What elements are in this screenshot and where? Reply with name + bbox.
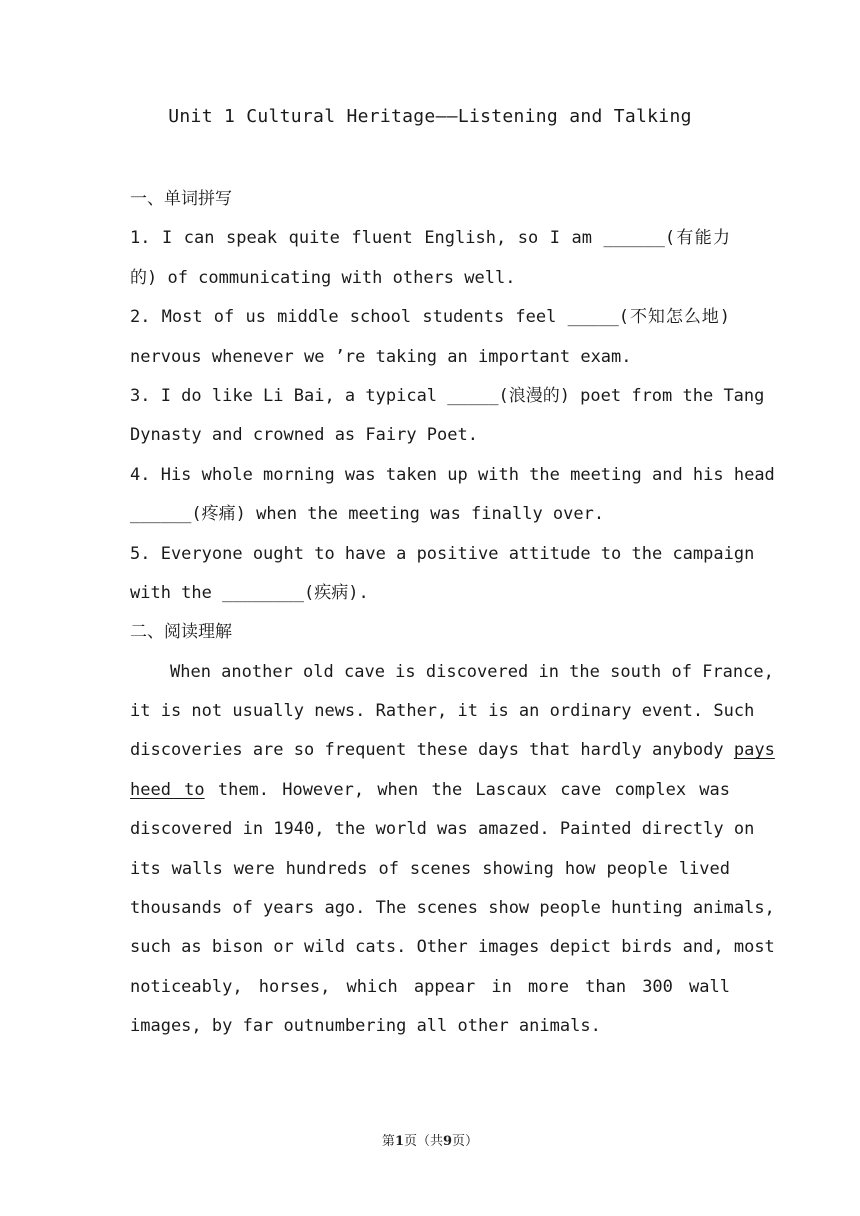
- passage-line: discovered in 1940, the world was amazed. Painted directly on: [130, 819, 755, 840]
- passage-line: its walls were hundreds of scenes showing how people lived: [130, 858, 730, 879]
- exercise-line: nervous whenever we ’re taking an important exam.: [130, 346, 632, 367]
- exercise-line: with the ________(疾病).: [130, 582, 369, 603]
- passage-line: [130, 731, 775, 770]
- section-heading-reading: 二、阅读理解: [130, 622, 232, 643]
- footer-suffix: 页）: [452, 1134, 479, 1149]
- exercise-line: 4. His whole morning was taken up with the meeting and his head: [130, 464, 775, 485]
- exercise-line: ______(疼痛) when the meeting was finally over.: [130, 504, 605, 525]
- passage-line: noticeably, horses, which appear in more than 300 wall: [130, 976, 730, 997]
- exercise-line: 3. I do like Li Bai, a typical _____(浪漫的) poet from the Tang: [130, 385, 765, 406]
- passage-line: When another old cave is discovered in the south of France,: [170, 661, 774, 682]
- passage-text: discoveries are so frequent these days that hardly anybody: [130, 740, 724, 761]
- footer-prefix: 第: [381, 1134, 395, 1149]
- footer-middle: 页（共: [403, 1134, 443, 1149]
- section-heading-spelling: 一、单词拼写: [130, 189, 232, 209]
- document-body: [130, 180, 775, 1047]
- passage-line: it is not usually news. Rather, it is an ordinary event. Such: [130, 701, 755, 722]
- exercise-line: 5. Everyone ought to have a positive attitude to the campaign: [130, 543, 755, 564]
- underlined-phrase: pays: [733, 740, 775, 761]
- passage-line: [130, 771, 730, 810]
- underlined-phrase: heed to: [130, 779, 205, 800]
- exercise-line: 2. Most of us middle school students feel _____(不知怎么地): [130, 307, 730, 328]
- page-number: 1: [394, 1134, 404, 1149]
- passage-line: images, by far outnumbering all other animals.: [130, 1016, 601, 1037]
- page-footer: [0, 1130, 860, 1149]
- exercise-line: Dynasty and crowned as Fairy Poet.: [130, 425, 478, 446]
- passage-line: thousands of years ago. The scenes show people hunting animals,: [130, 898, 775, 919]
- passage-text: them. However, when the Lascaux cave complex was: [217, 779, 730, 800]
- exercise-line: 的) of communicating with others well.: [130, 267, 516, 288]
- total-pages: 9: [443, 1134, 453, 1149]
- passage-line: such as bison or wild cats. Other images depict birds and, most: [130, 937, 775, 958]
- document-title: Unit 1 Cultural Heritage——Listening and Talking: [168, 106, 692, 127]
- exercise-line: 1. I can speak quite fluent English, so I am ______(有能力: [130, 228, 730, 249]
